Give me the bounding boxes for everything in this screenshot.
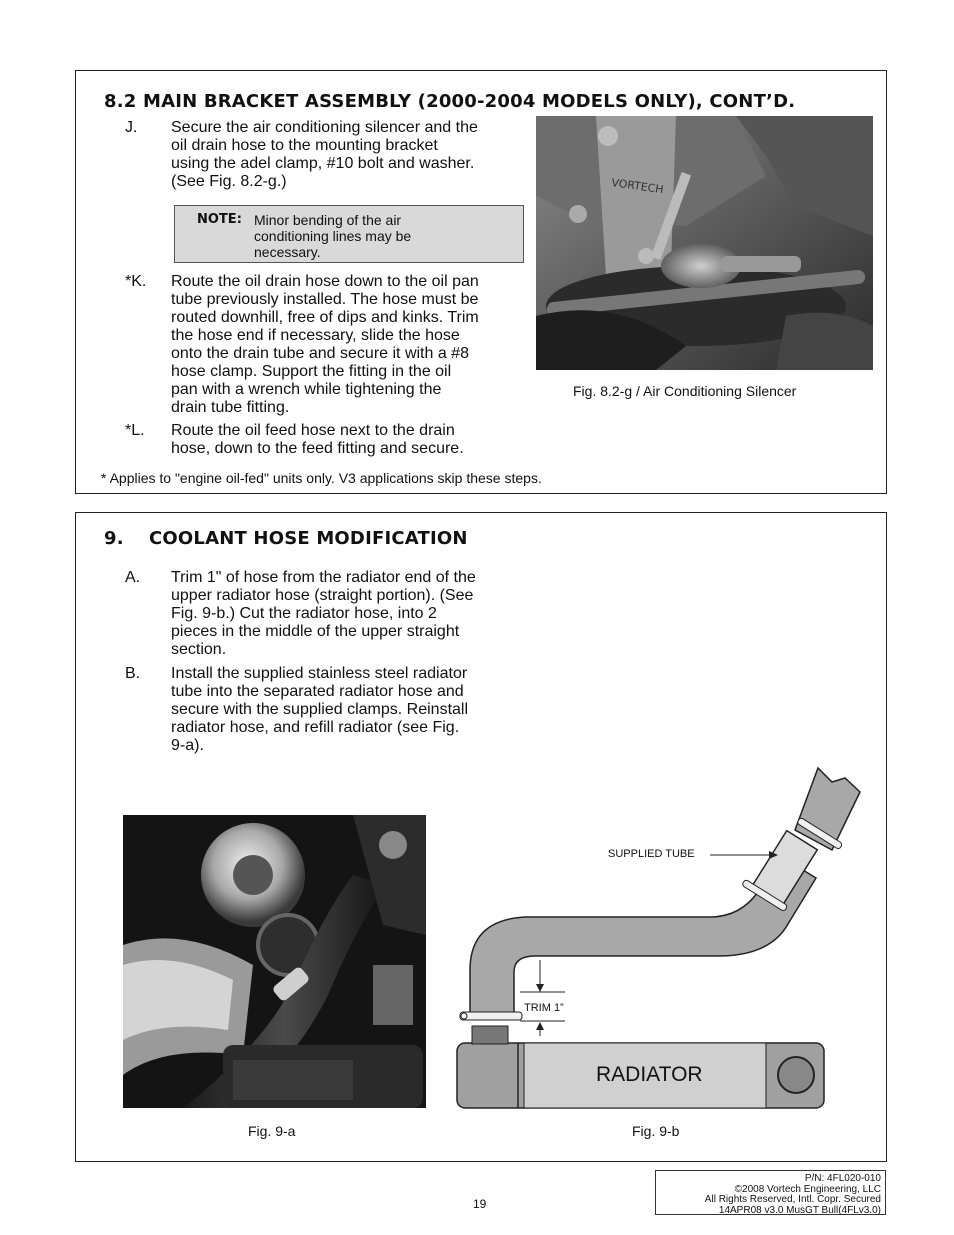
- step-label: *K.: [125, 273, 147, 290]
- step-line: (See Fig. 8.2-g.): [171, 173, 287, 190]
- step-line: Route the oil feed hose next to the drain: [171, 422, 455, 439]
- step-line: onto the drain tube and secure it with a #8: [171, 345, 469, 362]
- diagram-svg: [440, 760, 880, 1115]
- section-8-2-heading: 8.2 MAIN BRACKET ASSEMBLY (2000-2004 MODELS ONLY), CONT’D.: [104, 91, 796, 112]
- step-text: [171, 273, 479, 417]
- step-label: J.: [125, 119, 138, 136]
- note-text: [254, 212, 504, 260]
- step-line: pieces in the middle of the upper straight: [171, 623, 460, 640]
- step-line: hose clamp. Support the fitting in the oil: [171, 363, 452, 380]
- supplied-tube-label: SUPPLIED TUBE: [608, 848, 695, 860]
- step-k: [125, 273, 535, 417]
- step-line: Route the oil drain hose down to the oil pan: [171, 273, 479, 290]
- version-line: 14APR08 v3.0 MusGT Bull(4FLv3.0): [718, 1204, 881, 1216]
- page-number: 19: [473, 1197, 487, 1211]
- step-line: 9-a).: [171, 737, 204, 754]
- fig-9-b-caption: Fig. 9-b: [632, 1123, 680, 1139]
- step-line: using the adel clamp, #10 bolt and washer.: [171, 155, 475, 172]
- step-line: upper radiator hose (straight portion). (See: [171, 587, 474, 604]
- step-line: pan with a wrench while tightening the: [171, 381, 442, 398]
- step-text: [171, 665, 468, 755]
- fig-8-2-g-caption: Fig. 8.2-g / Air Conditioning Silencer: [573, 383, 797, 399]
- step-line: section.: [171, 641, 227, 658]
- step-label: B.: [125, 665, 141, 682]
- step-line: tube previously installed. The hose must be: [171, 291, 479, 308]
- copyright-box: [655, 1170, 886, 1215]
- note-line: conditioning lines may be: [254, 228, 412, 244]
- step-line: Secure the air conditioning silencer and the: [171, 119, 478, 136]
- step-text: [171, 422, 464, 458]
- step-label: A.: [125, 569, 141, 586]
- step-line: Fig. 9-b.) Cut the radiator hose, into 2: [171, 605, 437, 622]
- section-9-number: 9.: [104, 528, 124, 549]
- step-l: [125, 422, 535, 458]
- step-line: routed downhill, free of dips and kinks. Trim: [171, 309, 479, 326]
- step-line: oil drain hose to the mounting bracket: [171, 137, 438, 154]
- step-label: *L.: [125, 422, 145, 439]
- step-line: hose, down to the feed fitting and secure.: [171, 440, 464, 457]
- step-line: secure with the supplied clamps. Reinstall: [171, 701, 469, 718]
- part-number: P/N: 4FL020-010: [804, 1173, 881, 1184]
- step-line: drain tube fitting.: [171, 399, 290, 416]
- step-line: Trim 1" of hose from the radiator end of the: [171, 569, 476, 586]
- engine-bay-photo: [123, 815, 426, 1108]
- step-text: [171, 119, 478, 191]
- copyright-line: ©2008 Vortech Engineering, LLC: [734, 1183, 881, 1195]
- note-line: necessary.: [254, 244, 321, 260]
- air-conditioning-silencer-photo: [536, 116, 873, 370]
- step-b: [125, 665, 535, 755]
- step-a: [125, 569, 535, 659]
- step-text: [171, 569, 476, 659]
- step-line: the hose end if necessary, slide the hose: [171, 327, 460, 344]
- radiator-cap-icon: [778, 1057, 814, 1093]
- radiator-hose-diagram: [440, 760, 880, 1115]
- section-9-heading: COOLANT HOSE MODIFICATION: [149, 528, 468, 549]
- step-line: Install the supplied stainless steel radiator: [171, 665, 468, 682]
- clamp-lower: [460, 1012, 522, 1020]
- rights-line: All Rights Reserved, Intl. Copr. Secured: [704, 1194, 881, 1205]
- radiator-label: RADIATOR: [596, 1063, 703, 1086]
- vortech-stamp-text: VORTECH: [610, 176, 665, 197]
- note-label: NOTE:: [197, 212, 242, 227]
- note-box: [174, 205, 524, 263]
- footnote: * Applies to "engine oil-fed" units only. V3 applications skip these steps.: [101, 470, 542, 486]
- note-line: Minor bending of the air: [254, 212, 402, 228]
- step-line: radiator hose, and refill radiator (see Fig.: [171, 719, 460, 736]
- step-j: [125, 119, 535, 191]
- trim-label: TRIM 1”: [524, 1002, 564, 1014]
- fig-9-a-caption: Fig. 9-a: [248, 1123, 296, 1139]
- step-line: tube into the separated radiator hose and: [171, 683, 464, 700]
